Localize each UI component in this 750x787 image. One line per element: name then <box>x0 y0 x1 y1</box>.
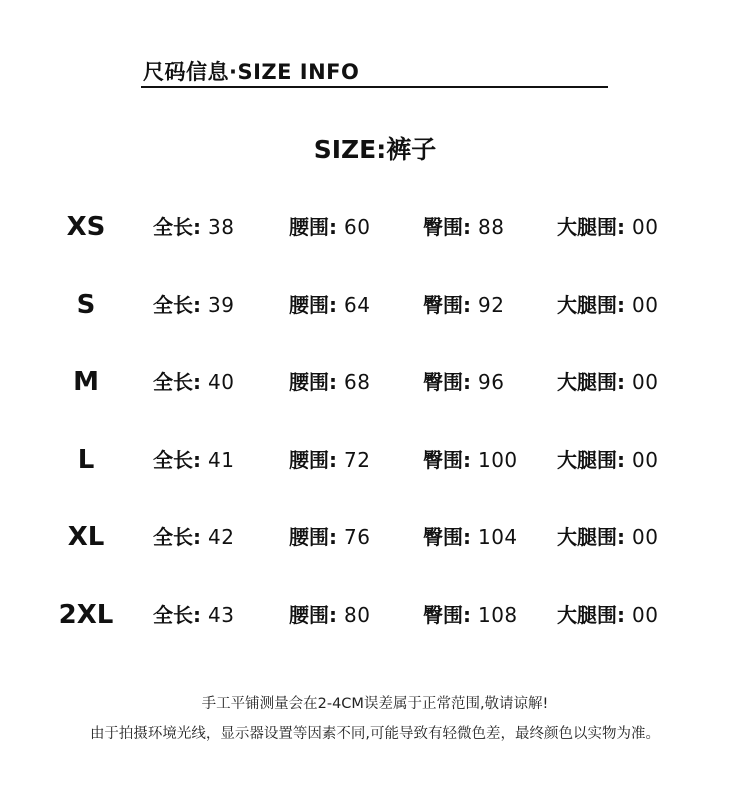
thigh-label: 大腿围: <box>557 603 625 627</box>
thigh-label: 大腿围: <box>557 525 625 549</box>
thigh-label: 大腿围: <box>557 293 625 317</box>
hip-cell <box>423 517 518 557</box>
length-label: 全长: <box>153 293 201 317</box>
thigh-cell <box>557 517 658 557</box>
length-value: 40 <box>207 370 235 394</box>
table-row <box>0 517 750 557</box>
length-value: 38 <box>207 215 235 239</box>
length-cell <box>153 362 234 402</box>
measurement-note: 手工平铺测量会在2-4CM误差属于正常范围,敬请谅解! <box>201 696 549 712</box>
waist-cell <box>289 362 370 402</box>
length-cell <box>153 285 234 325</box>
thigh-cell <box>557 595 658 635</box>
hip-value: 92 <box>477 293 505 317</box>
table-row <box>0 362 750 402</box>
length-cell <box>153 207 234 247</box>
hip-value: 100 <box>477 448 518 472</box>
waist-value: 72 <box>343 448 371 472</box>
size-label: XL <box>67 522 105 552</box>
waist-cell <box>289 595 370 635</box>
length-label: 全长: <box>153 215 201 239</box>
length-value: 43 <box>207 603 235 627</box>
size-label: L <box>77 445 95 475</box>
waist-label: 腰围: <box>289 603 337 627</box>
hip-label: 臀围: <box>423 293 471 317</box>
table-row <box>0 207 750 247</box>
thigh-cell <box>557 440 658 480</box>
length-cell <box>153 440 234 480</box>
size-heading: SIZE:裤子 <box>313 135 437 164</box>
waist-value: 80 <box>343 603 371 627</box>
table-row <box>0 595 750 635</box>
hip-label: 臀围: <box>423 603 471 627</box>
table-row <box>0 285 750 325</box>
waist-label: 腰围: <box>289 293 337 317</box>
thigh-value: 00 <box>631 448 659 472</box>
waist-cell <box>289 207 370 247</box>
waist-label: 腰围: <box>289 370 337 394</box>
thigh-label: 大腿围: <box>557 370 625 394</box>
hip-cell <box>423 207 504 247</box>
hip-cell <box>423 362 504 402</box>
length-label: 全长: <box>153 370 201 394</box>
waist-label: 腰围: <box>289 448 337 472</box>
hip-label: 臀围: <box>423 215 471 239</box>
page-title: 尺码信息·SIZE INFO <box>143 60 360 84</box>
length-value: 41 <box>207 448 235 472</box>
thigh-cell <box>557 207 658 247</box>
length-label: 全长: <box>153 525 201 549</box>
waist-value: 68 <box>343 370 371 394</box>
waist-cell <box>289 285 370 325</box>
table-row <box>0 440 750 480</box>
size-label: XS <box>66 212 106 242</box>
thigh-label: 大腿围: <box>557 215 625 239</box>
hip-cell <box>423 595 518 635</box>
thigh-cell <box>557 362 658 402</box>
thigh-label: 大腿围: <box>557 448 625 472</box>
hip-value: 104 <box>477 525 518 549</box>
waist-cell <box>289 517 370 557</box>
waist-label: 腰围: <box>289 525 337 549</box>
thigh-value: 00 <box>631 215 659 239</box>
waist-value: 60 <box>343 215 371 239</box>
length-value: 42 <box>207 525 235 549</box>
color-disclaimer: 由于拍摄环境光线，显示器设置等因素不同,可能导致有轻微色差，最终颜色以实物为准。 <box>89 726 661 742</box>
waist-cell <box>289 440 370 480</box>
length-label: 全长: <box>153 603 201 627</box>
hip-label: 臀围: <box>423 525 471 549</box>
thigh-value: 00 <box>631 370 659 394</box>
hip-cell <box>423 440 518 480</box>
waist-value: 64 <box>343 293 371 317</box>
thigh-value: 00 <box>631 293 659 317</box>
size-label: M <box>73 367 99 397</box>
hip-label: 臀围: <box>423 448 471 472</box>
hip-cell <box>423 285 504 325</box>
hip-value: 96 <box>477 370 505 394</box>
size-label: S <box>76 290 96 320</box>
length-value: 39 <box>207 293 235 317</box>
hip-label: 臀围: <box>423 370 471 394</box>
thigh-cell <box>557 285 658 325</box>
thigh-value: 00 <box>631 603 659 627</box>
length-label: 全长: <box>153 448 201 472</box>
waist-value: 76 <box>343 525 371 549</box>
length-cell <box>153 517 234 557</box>
thigh-value: 00 <box>631 525 659 549</box>
hip-value: 108 <box>477 603 518 627</box>
waist-label: 腰围: <box>289 215 337 239</box>
length-cell <box>153 595 234 635</box>
size-label: 2XL <box>58 600 114 630</box>
hip-value: 88 <box>477 215 505 239</box>
